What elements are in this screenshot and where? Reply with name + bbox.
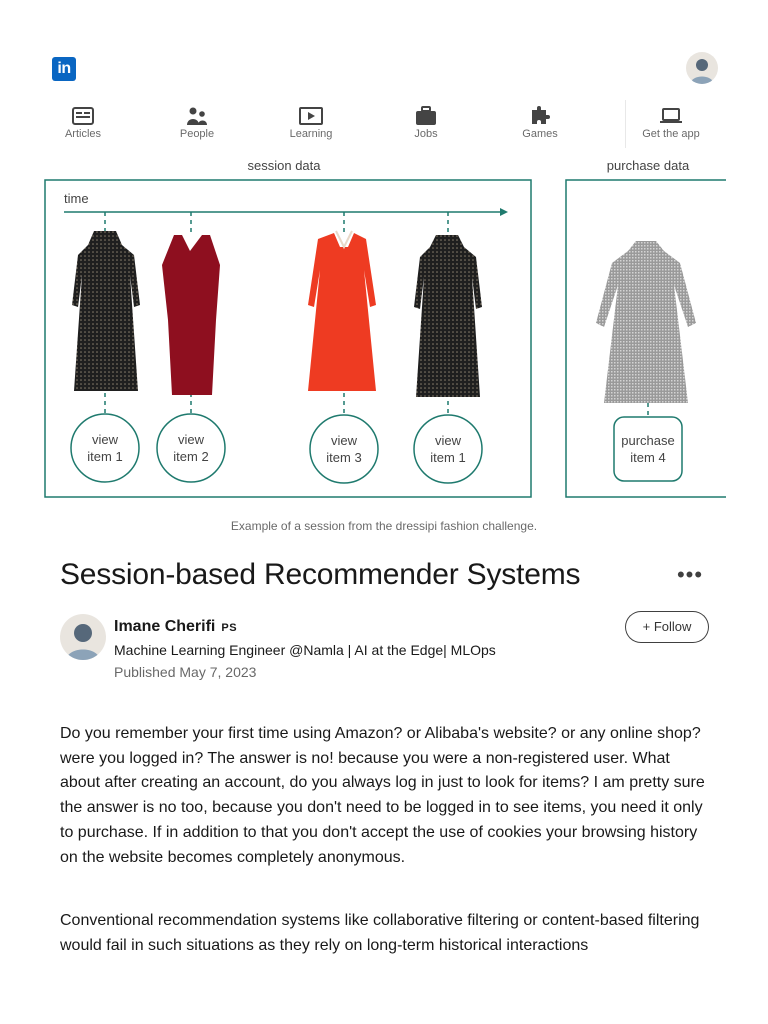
nav-item-people[interactable] [140,99,254,149]
event-view-item-2 [157,414,225,482]
svg-text:item 3: item 3 [326,450,362,465]
article-paragraph: Do you remember your first time using Amazon? or Alibaba's website? or any online shop? were you logged in? The answer is no! because you were a non-registered user. What about after creating an account, do you always log in just to look for items? I am pretty sure the answer is no too, because you don't need to be logged in to see items, you need it only to purchase. If in addition to that you don't accept the use of cookies your browsing history on the website becomes completely anonymous. [60,725,705,866]
learning-icon [299,106,323,126]
svg-text:view: view [330,433,358,448]
nav-label: Games [522,128,558,140]
event-view-item-1 [71,414,139,482]
nav-item-jobs[interactable] [369,99,483,149]
event-connectors [105,212,448,417]
time-arrow-icon [500,208,508,216]
dress-image-item-1 [72,231,140,391]
top-nav [26,99,742,149]
dress-image-item-4 [596,241,696,403]
nav-label: Articles [64,128,102,140]
svg-text:view: view [91,432,119,447]
people-icon [185,106,209,126]
event-view-item-3 [310,415,378,483]
dress-image-item-1-repeat [414,235,482,397]
article-title: Session-based Recommender Systems [60,558,581,591]
author-headline: Machine Learning Engineer @Namla | AI at the Edge| MLOps [114,642,496,658]
follow-button[interactable]: + Follow [625,611,709,643]
svg-text:item 2: item 2 [173,449,209,464]
nav-item-learning[interactable] [254,99,368,149]
jobs-icon [414,106,438,126]
author-name[interactable] [114,618,237,636]
nav-item-games[interactable] [483,99,597,149]
figure-caption: Example of a session from the dressipi fashion challenge. [230,519,538,533]
time-label: time [64,191,89,206]
nav-item-articles[interactable] [26,99,140,149]
article-paragraph: Conventional recommendation systems like collaborative filtering or content-based filtering would fail in such situations as they rely on long-term historical interactions [60,912,700,954]
event-purchase-item-4 [614,403,682,481]
svg-text:view: view [434,433,462,448]
dress-image-item-2 [162,235,220,395]
svg-text:item 1: item 1 [87,449,123,464]
author-avatar[interactable] [60,614,106,660]
more-options-icon[interactable]: ••• [676,562,704,587]
dress-image-item-3 [308,231,376,391]
session-figure [44,155,726,505]
svg-text:item 1: item 1 [430,450,466,465]
person-icon [60,614,106,660]
author-name-text[interactable]: Imane Cherifi [114,618,216,635]
published-date: Published May 7, 2023 [114,664,257,680]
author-badge: PS [221,622,238,634]
games-icon [528,106,552,126]
user-avatar[interactable] [686,52,718,84]
nav-label: Jobs [414,128,438,140]
purchase-data-label: purchase data [606,158,690,173]
svg-text:item 4: item 4 [630,450,666,465]
svg-text:purchase: purchase [621,433,675,448]
event-view-item-1-repeat [414,415,482,483]
svg-text:view: view [177,432,205,447]
person-icon [686,52,718,84]
linkedin-logo[interactable]: in [52,57,76,81]
laptop-icon [659,106,683,126]
nav-item-get-app[interactable] [614,99,728,149]
nav-divider [625,100,626,148]
articles-icon [71,106,95,126]
nav-label: Get the app [642,128,700,140]
nav-label: People [179,128,215,140]
nav-label: Learning [289,128,333,140]
session-data-label: session data [247,158,321,173]
